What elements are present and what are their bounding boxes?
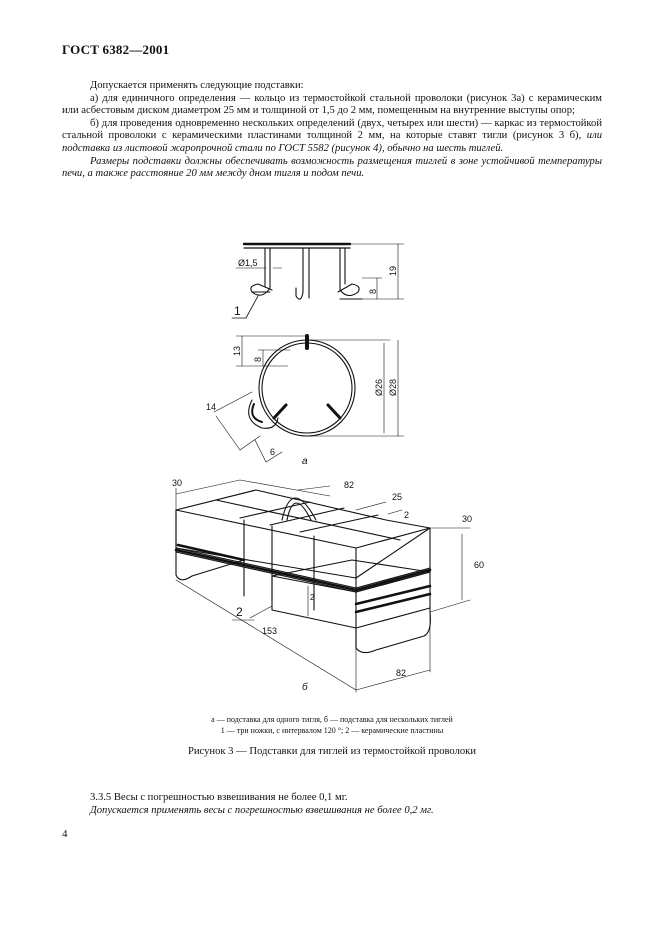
- figure-label-b: б: [302, 682, 308, 693]
- dim-82-bottom: 82: [396, 668, 407, 678]
- dim-height-8b: 8: [253, 356, 263, 362]
- figure-caption: Рисунок 3 — Подставки для тиглей из термостойкой проволоки: [187, 746, 476, 757]
- dim-diameter-26: Ø26: [374, 378, 384, 396]
- leader-label-1: 1: [234, 304, 241, 318]
- stand-b-frame: [176, 490, 430, 653]
- figure-legend-line-1: а — подставка для одного тигля, б — подставка для нескольких тиглей: [211, 715, 453, 724]
- paragraph-allowed-stands: Допускается применять следующие подставки:: [90, 80, 304, 91]
- dim-60: 60: [474, 560, 485, 570]
- dim-height-8a: 8: [368, 288, 378, 294]
- paragraph-multiple-normal: б) для проведения одновременно нескольких определений (двух, четырех или шести) — каркас из термостойкой стальной проволоки с керамическими пластинами толщиной 2 мм, на которые ставят тигли (рисунок 3 б),: [62, 117, 602, 142]
- paragraph-multiple-italic: или подставка из листовой жаропрочной стали по ГОСТ 5582 (рисунок 4), обычно на шесть тиглей.: [62, 130, 602, 154]
- dim-30-right: 30: [462, 514, 473, 524]
- stand-a-top-view: [214, 336, 404, 462]
- dim-82-top: 82: [344, 480, 355, 490]
- dim-2-middle: 2: [310, 593, 315, 602]
- dim-diameter-28: Ø28: [388, 378, 398, 396]
- dim-height-19: 19: [388, 265, 398, 276]
- paragraph-stand-dimensions: Размеры подставки должны обеспечивать возможность размещения тиглей в зоне устойчивой температуры печи, а также расстояние 20 мм между дном тигля и подом печи.: [62, 155, 602, 180]
- figure-label-a: а: [302, 456, 308, 467]
- figure-legend-line-2: 1 — три ножки, с интервалом 120 °; 2 — керамические пластины: [220, 726, 444, 735]
- document-header: ГОСТ 6382—2001: [62, 42, 170, 57]
- paragraph-single-determination: а) для единичного определения — кольцо из термостойкой стальной проволоки (рисунок 3а) с керамическим или асбестовым диском диаметром 25 мм и толщиной от 1,5 до 2 мм, помещенным на внутренние выступы опор;: [62, 92, 602, 117]
- section-3-3-5: [62, 792, 602, 817]
- dim-width-14: 14: [206, 402, 217, 412]
- dim-153: 153: [262, 626, 278, 636]
- leader-label-2: 2: [236, 605, 243, 619]
- dim-25: 25: [392, 492, 403, 502]
- dim-30-left: 30: [172, 478, 183, 488]
- dim-width-6: 6: [270, 447, 276, 457]
- page-number: 4: [62, 828, 68, 840]
- stand-a-side-view: [232, 244, 404, 318]
- dim-wire-diameter: Ø1,5: [238, 258, 258, 268]
- paragraph-balance-accuracy: 3.3.5 Весы с погрешностью взвешивания не более 0,1 мг.: [90, 792, 348, 803]
- dim-2-top: 2: [404, 510, 410, 520]
- paragraph-balance-allowed: Допускается применять весы с погрешностью взвешивания не более 0,2 мг.: [90, 804, 434, 816]
- dim-height-13: 13: [232, 345, 242, 356]
